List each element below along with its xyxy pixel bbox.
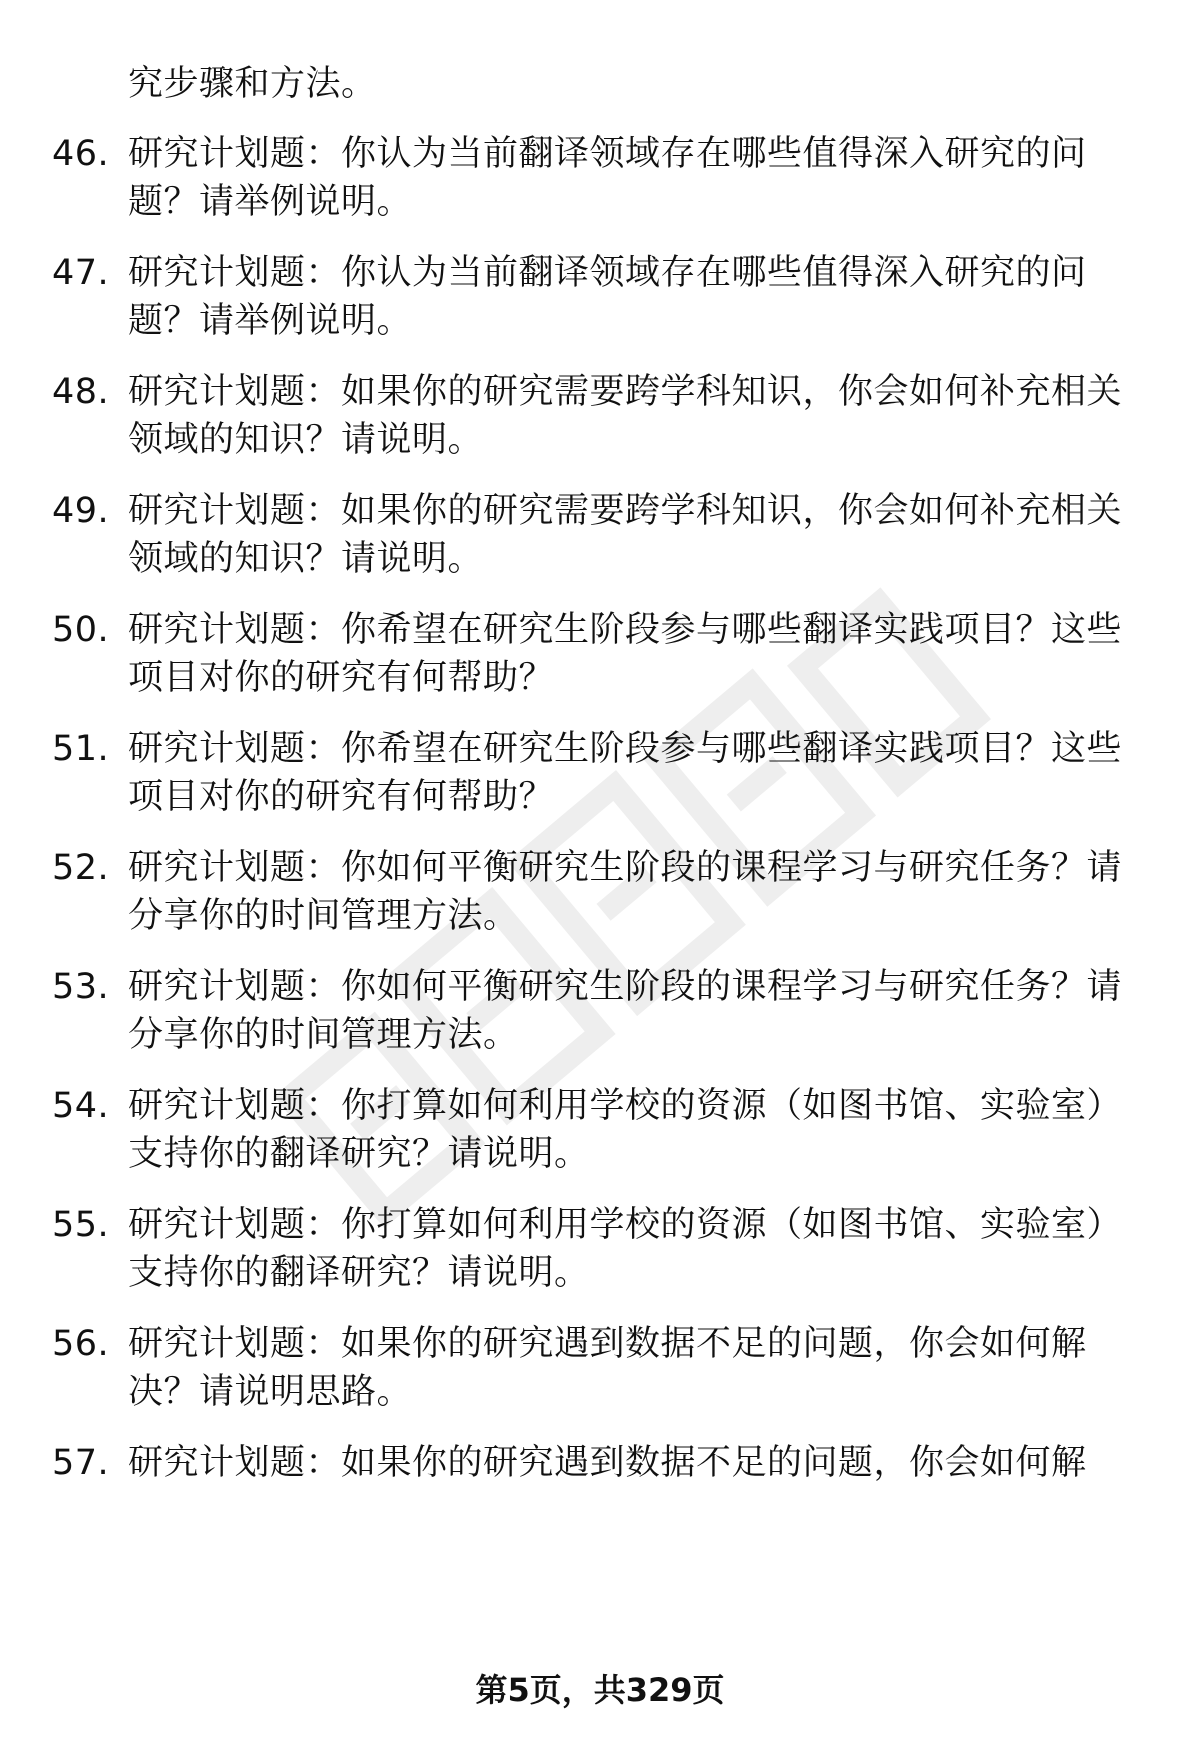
item-text — [128, 368, 1148, 464]
item-text — [128, 1439, 1148, 1487]
item-line: 决？请说明思路。 — [128, 1372, 413, 1412]
continuation-text: 究步骤和方法。 — [128, 64, 377, 104]
item-line: 研究计划题：你希望在研究生阶段参与哪些翻译实践项目？这些 — [128, 610, 1123, 650]
item-number: 48. — [52, 372, 110, 412]
item-line: 题？请举例说明。 — [128, 182, 413, 222]
item-line: 研究计划题：你希望在研究生阶段参与哪些翻译实践项目？这些 — [128, 729, 1123, 769]
item-text — [128, 1082, 1148, 1178]
item-line: 研究计划题：你认为当前翻译领域存在哪些值得深入研究的问 — [128, 134, 1087, 174]
item-number: 57. — [52, 1443, 110, 1483]
item-text — [128, 249, 1148, 345]
item-line: 领域的知识？请说明。 — [128, 539, 484, 579]
item-line: 支持你的翻译研究？请说明。 — [128, 1253, 590, 1293]
item-line: 分享你的时间管理方法。 — [128, 896, 519, 936]
item-number: 55. — [52, 1205, 110, 1245]
item-line: 项目对你的研究有何帮助？ — [128, 658, 555, 698]
item-line: 研究计划题：你打算如何利用学校的资源（如图书馆、实验室） — [128, 1205, 1123, 1245]
item-number: 56. — [52, 1324, 110, 1364]
item-line: 分享你的时间管理方法。 — [128, 1015, 519, 1055]
item-line: 研究计划题：你打算如何利用学校的资源（如图书馆、实验室） — [128, 1086, 1123, 1126]
item-line: 研究计划题：如果你的研究遇到数据不足的问题，你会如何解 — [128, 1443, 1087, 1483]
item-line: 研究计划题：如果你的研究需要跨学科知识，你会如何补充相关 — [128, 372, 1123, 412]
item-text — [128, 844, 1148, 940]
item-number: 51. — [52, 729, 110, 769]
item-text — [128, 487, 1148, 583]
item-text — [128, 1201, 1148, 1297]
item-number: 54. — [52, 1086, 110, 1126]
item-text — [128, 1320, 1148, 1416]
item-number: 46. — [52, 134, 110, 174]
item-number: 49. — [52, 491, 110, 531]
item-text — [128, 130, 1148, 226]
item-line: 研究计划题：如果你的研究遇到数据不足的问题，你会如何解 — [128, 1324, 1087, 1364]
item-line: 研究计划题：你如何平衡研究生阶段的课程学习与研究任务？请 — [128, 967, 1123, 1007]
item-number: 47. — [52, 253, 110, 293]
item-line: 领域的知识？请说明。 — [128, 420, 484, 460]
item-line: 研究计划题：你如何平衡研究生阶段的课程学习与研究任务？请 — [128, 848, 1123, 888]
item-line: 支持你的翻译研究？请说明。 — [128, 1134, 590, 1174]
item-number: 52. — [52, 848, 110, 888]
page-footer: 第5页，共329页 — [475, 1671, 725, 1709]
item-line: 项目对你的研究有何帮助？ — [128, 777, 555, 817]
item-text — [128, 725, 1148, 821]
item-line: 研究计划题：如果你的研究需要跨学科知识，你会如何补充相关 — [128, 491, 1123, 531]
item-line: 题？请举例说明。 — [128, 301, 413, 341]
item-text — [128, 606, 1148, 702]
item-number: 53. — [52, 967, 110, 1007]
item-line: 研究计划题：你认为当前翻译领域存在哪些值得深入研究的问 — [128, 253, 1087, 293]
item-number: 50. — [52, 610, 110, 650]
item-text — [128, 963, 1148, 1059]
